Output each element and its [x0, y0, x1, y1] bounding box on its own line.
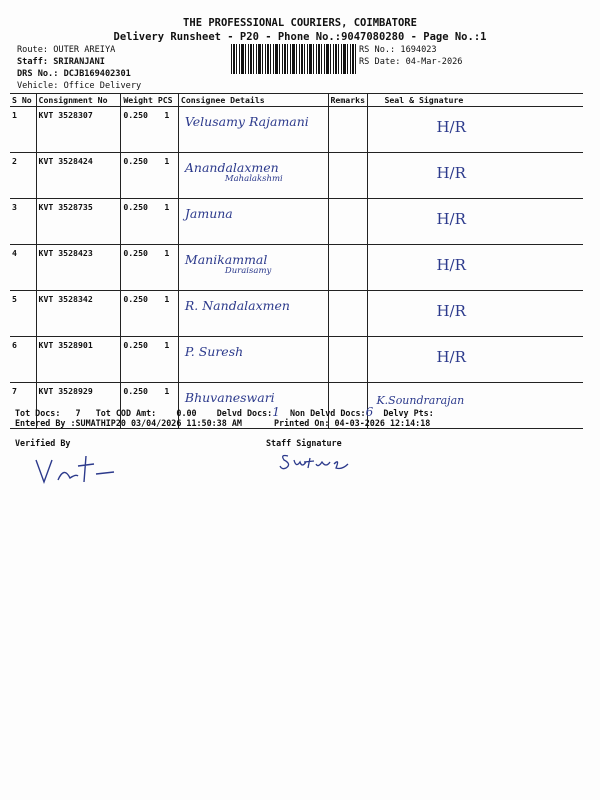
row-weight-pcs — [121, 107, 179, 153]
row-weight-pcs — [121, 337, 179, 383]
col-consignment: Consignment No — [36, 94, 121, 107]
row-remarks — [328, 107, 368, 153]
table-row — [10, 199, 583, 245]
row-consignment: KVT 3528901 — [36, 337, 121, 383]
row-consignee — [178, 107, 328, 153]
col-seal: Seal & Signature — [368, 94, 583, 107]
row-weight: 0.250 — [123, 110, 148, 120]
totals-line: Tot Docs: 7 Tot COD Amt: 0.00 Delvd Docs:1 Non Delvd Docs:6 Delvy Pts: — [15, 405, 434, 419]
seal-signature: H/R — [436, 118, 466, 136]
row-weight: 0.250 — [123, 248, 148, 258]
delvd-handwritten: 1 — [272, 405, 280, 419]
row-seal — [368, 199, 583, 245]
col-sno: S No — [10, 94, 36, 107]
non-delvd-handwritten: 6 — [365, 405, 374, 419]
seal-signature: K.Soundrarajan — [376, 394, 465, 407]
route-label: Route: OUTER AREIYA — [17, 45, 116, 55]
row-pcs: 1 — [164, 202, 170, 212]
printed-on: Printed On: 04-03-2026 12:14:18 — [274, 418, 431, 428]
row-sno: 6 — [10, 337, 36, 383]
table-row — [10, 107, 583, 153]
row-consignee — [178, 337, 328, 383]
row-seal — [368, 107, 583, 153]
seal-signature: H/R — [436, 210, 466, 228]
row-consignee — [178, 245, 328, 291]
staff-label: Staff: SRIRANJANI — [17, 57, 105, 67]
row-sno: 7 — [10, 383, 36, 429]
rs-number: RS No.: 1694023 — [359, 45, 437, 55]
row-pcs: 1 — [164, 294, 170, 304]
row-consignment: KVT 3528342 — [36, 291, 121, 337]
entered-by: Entered By :SUMATHIP20 03/04/2026 11:50:38 AM — [15, 418, 242, 428]
rs-date: RS Date: 04-Mar-2026 — [359, 57, 463, 67]
consignee-name: Velusamy Rajamani — [184, 114, 309, 129]
row-consignment: KVT 3528735 — [36, 199, 121, 245]
row-consignment: KVT 3528423 — [36, 245, 121, 291]
row-seal — [368, 245, 583, 291]
consignee-name-line2: Duraisamy — [224, 266, 272, 276]
row-pcs: 1 — [164, 156, 170, 166]
row-consignee — [178, 199, 328, 245]
row-weight-pcs — [121, 153, 179, 199]
consignee-name: P. Suresh — [184, 344, 244, 359]
consignee-name-line2: Mahalakshmi — [224, 174, 283, 184]
seal-signature: H/R — [436, 348, 466, 366]
barcode — [231, 44, 356, 74]
row-consignment: KVT 3528929 — [36, 383, 121, 429]
table-row — [10, 245, 583, 291]
row-remarks — [328, 153, 368, 199]
seal-signature: H/R — [436, 302, 466, 320]
staff-signature — [278, 448, 368, 474]
row-weight: 0.250 — [123, 340, 148, 350]
row-consignment: KVT 3528424 — [36, 153, 121, 199]
row-pcs: 1 — [164, 386, 170, 396]
row-pcs: 1 — [164, 340, 170, 350]
col-remarks: Remarks — [328, 94, 368, 107]
row-weight-pcs — [121, 199, 179, 245]
row-weight: 0.250 — [123, 386, 148, 396]
staff-signature-label: Staff Signature — [266, 438, 342, 448]
row-seal — [368, 337, 583, 383]
row-consignee — [178, 153, 328, 199]
verified-by-signature — [30, 452, 120, 488]
table-row — [10, 337, 583, 383]
row-pcs: 1 — [164, 248, 170, 258]
row-weight-pcs — [121, 291, 179, 337]
row-remarks — [328, 291, 368, 337]
table-row — [10, 291, 583, 337]
consignee-name: Anandalaxmen — [184, 160, 279, 175]
col-weight-pcs: Weight PCS — [121, 94, 179, 107]
row-weight-pcs — [121, 245, 179, 291]
row-remarks — [328, 245, 368, 291]
consignee-name: Manikammal — [184, 252, 268, 267]
company-title: THE PROFESSIONAL COURIERS, COIMBATORE — [183, 17, 417, 29]
row-sno: 3 — [10, 199, 36, 245]
verified-by-label: Verified By — [15, 438, 71, 448]
runsheet-subtitle: Delivery Runsheet - P20 - Phone No.:9047080280 - Page No.:1 — [113, 31, 487, 43]
seal-signature: H/R — [436, 256, 466, 274]
row-pcs: 1 — [164, 110, 170, 120]
row-sno: 2 — [10, 153, 36, 199]
seal-signature: H/R — [436, 164, 466, 182]
row-weight: 0.250 — [123, 202, 148, 212]
vehicle-label: Vehicle: Office Delivery — [17, 81, 142, 91]
row-sno: 5 — [10, 291, 36, 337]
row-remarks — [328, 337, 368, 383]
consignee-name: R. Nandalaxmen — [184, 298, 290, 313]
table-header-row — [10, 94, 583, 107]
drs-number: DRS No.: DCJB169402301 — [17, 69, 131, 79]
row-sno: 4 — [10, 245, 36, 291]
col-consignee: Consignee Details — [178, 94, 328, 107]
row-remarks — [328, 199, 368, 245]
consignee-name: Bhuvaneswari — [184, 390, 275, 405]
row-sno: 1 — [10, 107, 36, 153]
consignee-name: Jamuna — [184, 206, 233, 221]
row-seal — [368, 291, 583, 337]
row-consignment: KVT 3528307 — [36, 107, 121, 153]
table-row — [10, 153, 583, 199]
row-weight: 0.250 — [123, 294, 148, 304]
row-seal — [368, 153, 583, 199]
row-weight: 0.250 — [123, 156, 148, 166]
runsheet-table — [10, 93, 583, 429]
row-consignee — [178, 291, 328, 337]
